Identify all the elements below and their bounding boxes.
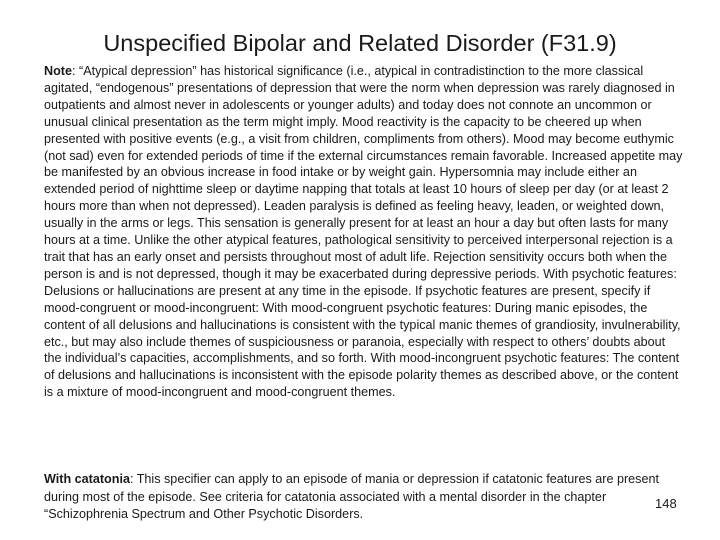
slide-title: Unspecified Bipolar and Related Disorder (F31.9)	[103, 30, 617, 56]
page-number: 148	[655, 496, 677, 511]
catatonia-label: With catatonia	[44, 472, 130, 486]
note-text: : “Atypical depression” has historical significance (i.e., atypical in contradistinction to the more classical agitated, “endogenous” presentations of depression that were the norm when depression was rarely diagnosed in outpatients and almost never in adolescents or younger adults) and today does not connote an uncommon or unusual clinical presentation as the term might imply. Mood reactivity is the capacity to be cheered up when presented with positive events (e.g., a visit from children, compliments from others). Mood may become euthymic (not sad) even for extended periods of time if the external circumstances remain favorable. Increased appetite may be manifested by an obvious increase in food intake or by weight gain. Hypersomnia may include either an extended period of nighttime sleep or daytime napping that totals at least 10 hours of sleep per day (or at least 2 hours more than when not depressed). Leaden paralysis is defined as feeling heavy, leaden, or weighted down, usually in the arms or legs. This sensation is generally present for at least an hour a day but often lasts for many hours at a time. Unlike the other atypical features, pathological sensitivity to perceived interpersonal rejection is a trait that has an early onset and persists throughout most of adult life. Rejection sensitivity occurs both when the person is and is not depressed, though it may be exacerbated during depressive periods. With psychotic features: Delusions or hallucinations are present at any time in the episode. If psychotic features are present, specify if mood-congruent or mood-incongruent: With mood-congruent psychotic features: During manic episodes, the content of all delusions and hallucinations is consistent with the typical manic themes of grandiosity, invulnerability, etc., but may also include themes of suspiciousness or paranoia, especially with respect to others’ doubts about the individual’s capacities, accomplishments, and so forth. With mood-incongruent psychotic features: The content of delusions and hallucinations is inconsistent with the episode polarity themes as described above, or the content is a mixture of mood-incongruent and mood-congruent themes.	[44, 64, 683, 400]
catatonia-paragraph	[44, 471, 684, 524]
catatonia-text: : This specifier can apply to an episode of mania or depression if catatonic features are present during most of the episode. See criteria for catatonia associated with a mental disorder in the chapter “Schizophrenia Spectrum and Other Psychotic Disorders.	[44, 472, 659, 521]
note-label: Note	[44, 64, 72, 78]
note-paragraph	[44, 63, 684, 401]
